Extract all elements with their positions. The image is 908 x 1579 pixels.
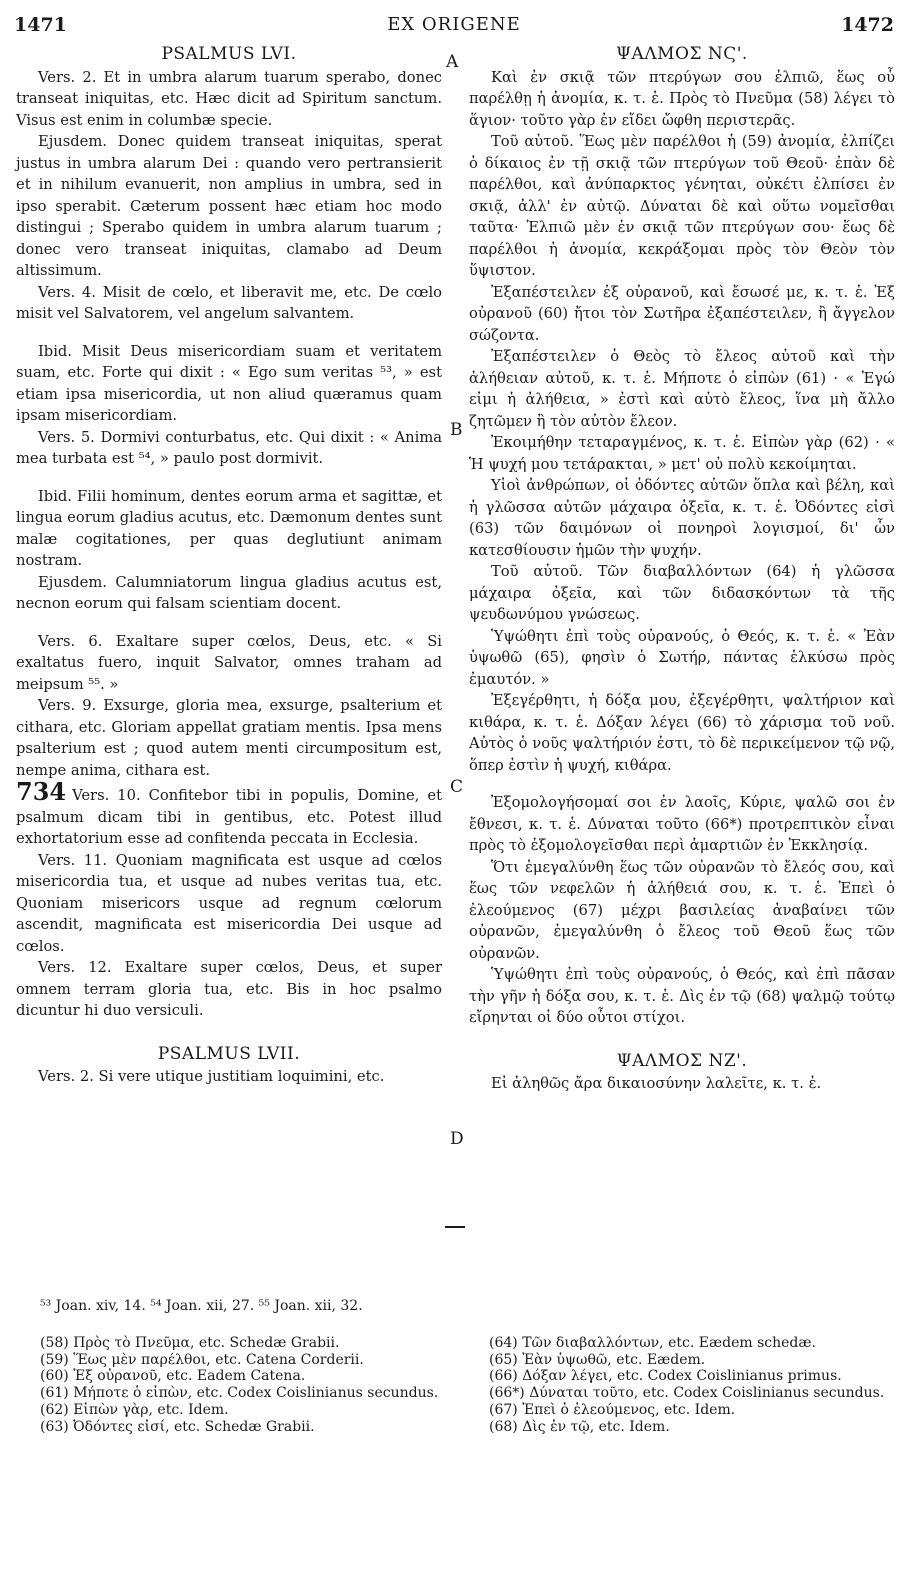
psalm-56-title-greek: ΨΑΛΜΟΣ ΝϚ'.	[616, 44, 748, 64]
note-item: (66*) Δύναται τοῦτο, etc. Codex Coislinianus secundus.	[489, 1385, 885, 1402]
notes-right	[489, 1335, 889, 1435]
margin-letter-d: D	[450, 1129, 464, 1149]
greek-paragraph: Ὅτι ἐμεγαλύνθη ἕως τῶν οὐρανῶν τὸ ἔλεός σου, καὶ ἕως τῶν νεφελῶν ἡ ἀλήθειά σου, κ. τ. ἑ. Ἐπεὶ ὁ ἐλεούμενος (67) μέχρι βασιλείας ἀναβαίνει τῶν οὐρανῶν, ἐμεγαλύνθη ὁ ἔλεος τοῦ Θεοῦ ἕως τῶν οὐρανῶν.	[469, 858, 895, 962]
note-item: (59) Ἕως μὲν παρέλθοι, etc. Catena Corderii.	[40, 1351, 364, 1368]
note-item: (64) Τῶν διαβαλλόντων, etc. Eædem schedæ.	[489, 1335, 816, 1351]
greek-paragraph: Ὑψώθητι ἐπὶ τοὺς οὐρανούς, ὁ Θεός, καὶ ἐπὶ πᾶσαν τὴν γῆν ἡ δόξα σου, κ. τ. ἑ. Δὶς ἐν τῷ (68) ψαλμῷ τούτῳ εἴρηνται οἱ δύο οὗτοι στίχοι.	[469, 966, 895, 1026]
latin-paragraph: Vers. 12. Exaltare super cœlos, Deus, et super omnem terram gloria tua, etc. Bis in hoc psalmo dicuntur hi duo versiculi.	[16, 959, 442, 1019]
latin-paragraph-text: Vers. 10. Confitebor tibi in populis, Domine, et psalmum dicam tibi in gentibus, etc. Potest illud exhortatorium esse ad confitenda peccata in Ecclesia.	[16, 787, 442, 847]
page-number-right: 1472	[841, 14, 894, 36]
latin-paragraph: Vers. 9. Exsurge, gloria mea, exsurge, psalterium et cithara, etc. Gloriam appellat gratiam mentis. Ipsa mens psalterium est ; quod autem menti circumpositum est, nempe anima, cithara est.	[16, 697, 442, 779]
note-item: (58) Πρὸς τὸ Πνεῦμα, etc. Schedæ Grabii.	[40, 1335, 340, 1351]
column-number-734: 734	[16, 777, 67, 806]
latin-paragraph: Vers. 2. Et in umbra alarum tuarum sperabo, donec transeat iniquitas, etc. Hæc dicit ad Spiritum sanctum. Visus est enim in columbæ specie.	[16, 68, 442, 129]
margin-letter-c: C	[450, 777, 464, 797]
note-item: (63) Ὀδόντες εἰσί, etc. Schedæ Grabii.	[40, 1418, 315, 1435]
latin-paragraph: Ibid. Misit Deus misericordiam suam et veritatem suam, etc. Forte qui dixit : « Ego sum veritas ⁵³, » est etiam ipsa misericordia, ut non aliud quæramus quam ipsam misericordiam.	[16, 342, 442, 424]
latin-paragraph: Vers. 4. Misit de cœlo, et liberavit me, etc. De cœlo misit vel Salvatorem, vel angelum salvantem.	[16, 283, 442, 322]
note-item: (66) Δόξαν λέγει, etc. Codex Coislinianus primus.	[489, 1368, 842, 1385]
greek-paragraph: Υἱοὶ ἀνθρώπων, οἱ ὀδόντες αὐτῶν ὅπλα καὶ βέλη, καὶ ἡ γλῶσσα αὐτῶν μάχαιρα ὀξεῖα, κ. τ. ἑ. Ὀδόντες εἰσὶ (63) τῶν δαιμόνων οἱ πονηροὶ λογισμοί, δι' ὧν κατεσθίουσιν ἡμῶν τὴν ψυχήν.	[469, 477, 895, 559]
running-title: EX ORIGENE	[387, 14, 521, 35]
greek-paragraph: Καὶ ἐν σκιᾷ τῶν πτερύγων σου ἐλπιῶ, ἕως οὗ παρέλθῃ ἡ ἀνομία, κ. τ. ἑ. Πρὸς τὸ Πνεῦμα (58) λέγει τὸ ἅγιον· τοῦτο γὰρ ἐν εἴδει ὤφθη περιστερᾶς.	[469, 68, 895, 129]
note-item: (60) Ἐξ οὐρανοῦ, etc. Eadem Catena.	[40, 1368, 306, 1385]
latin-paragraph: Ejusdem. Donec quidem transeat iniquitas, sperat justus in umbra alarum Dei : quando vero pertransierit et in nihilum evanuerit, non amplius in umbra, sed in ipso sperabit. Cæterum possent hæc etiam hoc modo distingui ; Sperabo quidem in umbra alarum tuarum ; donec vero transeat iniquitas, clamabo ad Deum altissimum.	[16, 133, 442, 279]
psalm-57-title-latin: PSALMUS LVII.	[157, 1043, 301, 1064]
greek-paragraph: Ἐξεγέρθητι, ἡ δόξα μου, ἐξεγέρθητι, ψαλτήριον καὶ κιθάρα, κ. τ. ἑ. Δόξαν λέγει (66) τὸ χάρισμα τοῦ νοῦ. Αὐτὸς ὁ νοῦς ψαλτήριόν ἐστι, τὸ δὲ περικείμενον τῷ νῷ, ὅπερ ἐστὶν ἡ ψυχή, κιθάρα.	[469, 692, 895, 774]
greek-paragraph: Ἐξαπέστειλεν ἐξ οὐρανοῦ, καὶ ἔσωσέ με, κ. τ. ἑ. Ἐξ οὐρανοῦ (60) ἤτοι τὸν Σωτῆρα ἐξαπέστειλεν, ἢ ἄγγελον σώζοντα.	[469, 283, 895, 344]
latin-paragraph: Vers. 5. Dormivi conturbatus, etc. Qui dixit : « Anima mea turbata est ⁵⁴, » paulo post dormivit.	[16, 428, 442, 467]
note-item: (65) Ἐὰν ὑψωθῶ, etc. Eædem.	[489, 1351, 706, 1368]
psalm-57-title-greek: ΨΑΛΜΟΣ ΝΖ'.	[616, 1050, 748, 1071]
latin-paragraph: Vers. 2. Si vere utique justitiam loquimini, etc.	[38, 1068, 385, 1085]
greek-paragraph: Ἐξομολογήσομαί σοι ἐν λαοῖς, Κύριε, ψαλῶ σοι ἐν ἔθνεσι, κ. τ. ἑ. Δύναται τοῦτο (66*) προτρεπτικὸν εἶναι πρὸς τὸ ἐξομολογεῖσθαι περὶ ἁμαρτιῶν ἐν Ἐκκλησίᾳ.	[469, 794, 895, 854]
greek-paragraph: Ὑψώθητι ἐπὶ τοὺς οὐρανούς, ὁ Θεός, κ. τ. ἑ. « Ἐὰν ὑψωθῶ (65), φησὶν ὁ Σωτήρ, πάντας ἑλκύσω πρὸς ἐμαυτόν. »	[469, 627, 895, 688]
page-number-left: 1471	[14, 14, 67, 36]
greek-paragraph: Εἰ ἀληθῶς ἄρα δικαιοσύνην λαλεῖτε, κ. τ. ἑ.	[491, 1075, 822, 1092]
latin-paragraph: Ejusdem. Calumniatorum lingua gladius acutus est, necnon eorum qui falsam scientiam docent.	[16, 573, 442, 612]
note-item: (67) Ἐπεὶ ὁ ἐλεούμενος, etc. Idem.	[489, 1401, 736, 1418]
column-separator-dash	[445, 1226, 465, 1228]
greek-paragraph: Ἐκοιμήθην τεταραγμένος, κ. τ. ἑ. Εἰπὼν γὰρ (62) · « Ἡ ψυχή μου τετάρακται, » μετ' οὐ πολὺ κεκοίμηται.	[469, 434, 895, 473]
notes-left	[40, 1335, 440, 1435]
latin-column	[16, 44, 442, 1088]
psalm-56-title-latin: PSALMUS LVI.	[161, 44, 297, 64]
latin-paragraph: Vers. 11. Quoniam magnificata est usque ad cœlos misericordia tua, et usque ad nubes veritas tua, etc. Quoniam misericors usque ad regnum cœlorum ascendit, magnificata est misericordia Dei usque ad cœlos.	[16, 851, 442, 955]
greek-paragraph: Ἐξαπέστειλεν ὁ Θεὸς τὸ ἔλεος αὐτοῦ καὶ τὴν ἀλήθειαν αὐτοῦ, κ. τ. ἑ. Μήποτε ὁ εἰπὼν (61) · « Ἐγώ εἰμι ἡ ἀλήθεια, » ἐστὶ καὶ αὐτὸ ἔλεος, ἵνα μὴ ἄλλο ζητῶμεν ἢ τὸν αὐτὸν ἔλεον.	[469, 348, 895, 430]
note-item: (62) Εἰπὼν γὰρ, etc. Idem.	[40, 1401, 229, 1418]
latin-paragraph-with-column-number	[16, 777, 442, 850]
latin-paragraph: Vers. 6. Exaltare super cœlos, Deus, etc. « Si exaltatus fuero, inquit Salvator, omnes traham ad meipsum ⁵⁵. »	[16, 632, 442, 693]
scripture-footnotes: ⁵³ Joan. xiv, 14. ⁵⁴ Joan. xii, 27. ⁵⁵ Joan. xii, 32.	[40, 1298, 363, 1314]
margin-letter-a: A	[446, 52, 459, 72]
greek-paragraph: Τοῦ αὐτοῦ. Τῶν διαβαλλόντων (64) ἡ γλῶσσα μάχαιρα ὀξεῖα, καὶ τῶν διδασκόντων τὰ τῆς ψευδωνύμου γνώσεως.	[469, 563, 895, 623]
greek-column	[469, 44, 895, 1095]
note-item: (68) Δὶς ἐν τῷ, etc. Idem.	[489, 1418, 670, 1435]
margin-letter-b: B	[450, 420, 463, 440]
greek-paragraph: Τοῦ αὐτοῦ. Ἕως μὲν παρέλθοι ἡ (59) ἀνομία, ἐλπίζει ὁ δίκαιος ἐν τῇ σκιᾷ τῶν πτερύγων τοῦ Θεοῦ· ἐπὰν δὲ παρέλθοι, καὶ ἀνύπαρκτος γένηται, οὐκέτι ἐλπίσει ἐν σκιᾷ, ἀλλ' ἐν αὐτῷ. Δύναται δὲ καὶ οὕτω νομεῖσθαι ταῦτα· Ἐλπιῶ μὲν ἐν σκιᾷ τῶν πτερύγων σου· ἕως δὲ παρέλθοι ἡ ἀνομία, κεκράξομαι πρὸς τὸν Θεὸν τὸν ὕψιστον.	[469, 133, 895, 279]
latin-paragraph: Ibid. Filii hominum, dentes eorum arma et sagittæ, et lingua eorum gladius acutus, etc. Dæmonum dentes sunt malæ cogitationes, per quas deglutiunt animam nostram.	[16, 487, 442, 569]
note-item: (61) Μήποτε ὁ εἰπὼν, etc. Codex Coislinianus secundus.	[40, 1385, 439, 1402]
running-header	[14, 14, 894, 38]
